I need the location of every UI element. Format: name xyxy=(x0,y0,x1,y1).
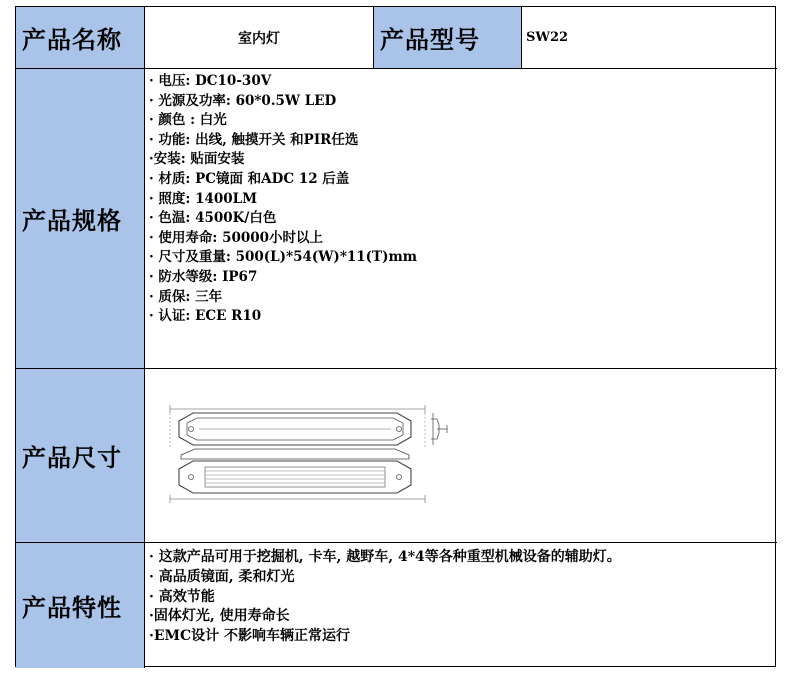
spec-item: · 色温: 4500K/白色 xyxy=(149,210,277,227)
product-features-label: 产品特性 xyxy=(22,593,122,622)
feature-item: ·固体灯光, 使用寿命长 xyxy=(149,608,290,625)
product-specs-label-cell xyxy=(16,69,145,369)
spec-item: · 质保: 三年 xyxy=(149,288,223,305)
product-name-value: 室内灯 xyxy=(238,30,280,47)
technical-drawing-icon xyxy=(165,399,455,509)
spec-item: · 认证: ECE R10 xyxy=(149,308,262,325)
spec-item: · 光源及功率: 60*0.5W LED xyxy=(149,92,337,109)
product-specs-content xyxy=(145,69,777,369)
spec-item: · 照度: 1400LM xyxy=(149,190,258,207)
feature-item: · 高效节能 xyxy=(149,588,215,605)
product-dimensions-label: 产品尺寸 xyxy=(22,443,122,472)
product-model-label: 产品型号 xyxy=(380,25,480,54)
spec-item: · 材质: PC镜面 和ADC 12 后盖 xyxy=(149,170,350,187)
product-name-label: 产品名称 xyxy=(22,25,122,54)
spec-item: · 颜色 : 白光 xyxy=(149,112,227,129)
product-model-value-cell xyxy=(522,7,777,69)
product-spec-sheet xyxy=(15,6,776,667)
product-dimensions-label-cell xyxy=(16,369,145,543)
spec-item: · 尺寸及重量: 500(L)*54(W)*11(T)mm xyxy=(149,249,418,266)
spec-item: · 电压: DC10-30V xyxy=(149,73,272,89)
product-name-label-cell xyxy=(16,7,145,69)
features-list xyxy=(145,543,777,647)
product-specs-label: 产品规格 xyxy=(22,206,122,235)
product-model-label-cell xyxy=(374,7,522,69)
product-features-label-cell xyxy=(16,543,145,668)
feature-item: ·EMC设计 不影响车辆正常运行 xyxy=(149,628,351,645)
product-features-content xyxy=(145,543,777,668)
spec-item: ·安装: 贴面安装 xyxy=(149,151,245,168)
specs-list xyxy=(145,69,777,327)
feature-item: · 这款产品可用于挖掘机, 卡车, 越野车, 4*4等各种重型机械设备的辅助灯。 xyxy=(149,549,621,565)
feature-item: · 高品质镜面, 柔和灯光 xyxy=(149,568,295,585)
product-name-value-cell xyxy=(145,7,374,69)
spec-item: · 使用寿命: 50000小时以上 xyxy=(149,229,324,246)
spec-item: · 防水等级: IP67 xyxy=(149,268,258,285)
product-dimensions-content xyxy=(145,369,777,543)
spec-item: · 功能: 出线, 触摸开关 和PIR任选 xyxy=(149,131,359,148)
product-model-value: SW22 xyxy=(526,30,569,45)
